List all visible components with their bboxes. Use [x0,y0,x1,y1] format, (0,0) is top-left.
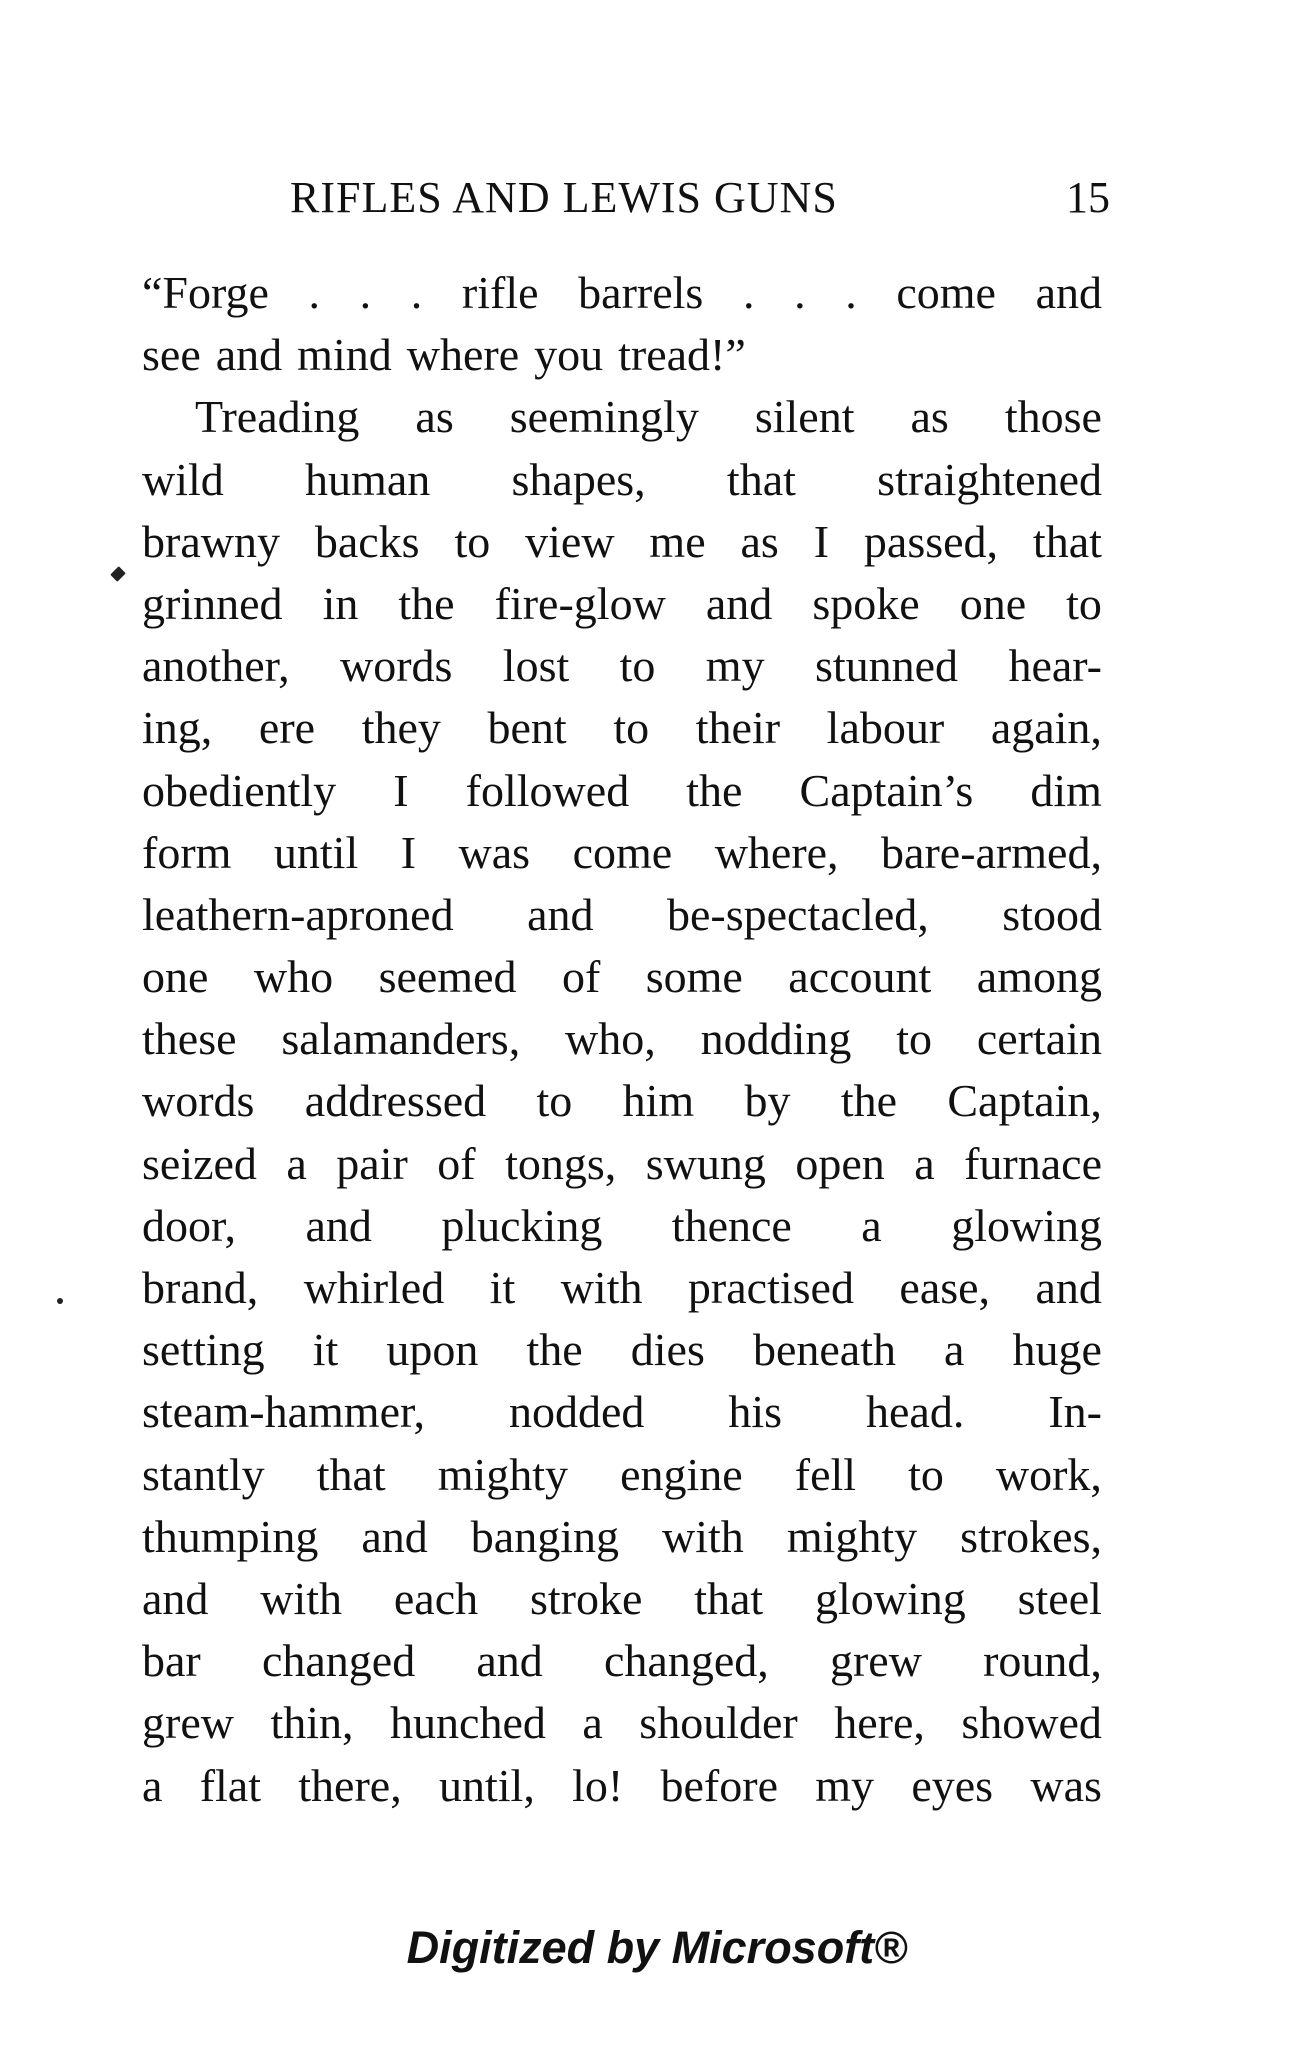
word: swung [645,1137,766,1189]
word: these [142,1013,237,1065]
word: dies [630,1324,705,1376]
word: hunched [390,1697,546,1749]
word: salamanders, [281,1013,521,1065]
text-line [142,1755,1102,1817]
word: one [142,951,209,1003]
word: a [914,1137,935,1189]
word: barrels [578,267,704,318]
digitization-watermark: Digitized by Microsoft® [406,1922,908,1973]
word: their [695,702,781,754]
word: those [1004,391,1102,443]
word: my [705,640,765,692]
word: come [896,267,996,318]
word: with [260,1572,343,1624]
word: open [795,1137,885,1189]
text-line [142,1008,1102,1070]
word: it [489,1262,516,1313]
word: setting [142,1324,265,1376]
word: words [339,640,453,692]
word: strokes, [960,1510,1102,1562]
word: stroke [529,1572,643,1624]
word: obediently [142,764,337,816]
word: whirled [303,1262,445,1313]
text-line [142,1195,1102,1257]
word: and [476,1635,543,1687]
word: ease, [899,1262,991,1313]
text-line [142,1133,1102,1195]
word: it [312,1324,339,1376]
word: as [910,391,949,443]
word: mighty [437,1448,569,1500]
word: the [398,577,455,629]
word: stantly [142,1448,265,1500]
word: . [742,267,755,318]
text-line [142,1257,1102,1319]
word: and [527,888,594,940]
word: . [359,267,372,318]
word: seemingly [509,391,699,443]
word: ere [258,702,316,754]
word: plucking [441,1199,603,1251]
word: steel [1017,1572,1102,1624]
word: upon [386,1324,479,1376]
word: engine [620,1448,743,1500]
word: showed [961,1697,1102,1749]
word: words [142,1075,255,1127]
word: head. [866,1386,965,1438]
word: thin, [270,1697,354,1749]
word: one [959,577,1027,629]
word: a [582,1697,603,1749]
word: lost [502,640,570,692]
word: who, [565,1013,656,1065]
word: again, [990,702,1102,754]
word: that [694,1572,764,1624]
word: a [286,1137,307,1189]
word: beneath [752,1324,896,1376]
text-line [142,1630,1102,1692]
word: where [406,329,520,381]
word: and [705,577,773,629]
word: as [740,515,779,567]
word: dim [1030,764,1102,816]
word: account [788,951,932,1003]
word: tread!” [618,329,746,381]
word: another, [142,640,290,692]
page-number: 15 [1066,173,1110,222]
word: and [1035,1262,1102,1313]
word: with [560,1262,643,1313]
word: a [944,1324,965,1376]
word: me [649,515,706,567]
word: a [861,1199,882,1251]
word: bare-armed, [881,826,1102,878]
text-line [142,324,1102,386]
word: grew [142,1697,234,1749]
word: huge [1012,1324,1102,1376]
word: certain [976,1013,1102,1065]
word: . [845,267,857,318]
word: bar [142,1635,201,1687]
word: who [253,951,334,1003]
word: among [976,951,1102,1003]
text-line [142,262,1102,324]
word: work, [995,1448,1102,1500]
word: ing, [142,702,213,754]
text-line [142,573,1102,635]
word: to [613,702,650,754]
word: passed, [863,515,999,567]
word: him [622,1075,695,1127]
word: tongs, [505,1137,617,1189]
word: until, [439,1759,535,1811]
word: a [142,1759,163,1811]
word: brand, [142,1262,259,1313]
word: wild [142,453,224,505]
text-line [142,1506,1102,1568]
margin-ink-mark [110,566,126,582]
word: here, [834,1697,925,1749]
word: fell [794,1448,857,1500]
word: . [308,267,321,318]
word: grinned [142,577,283,629]
running-title: RIFLES AND LEWIS GUNS [290,173,838,222]
text-line [142,1319,1102,1381]
text-line [142,697,1102,759]
running-head [290,168,1110,228]
word: grew [829,1635,922,1687]
word: they [361,702,441,754]
word: straightened [877,453,1102,505]
word: as [415,391,454,443]
word: glowing [951,1199,1102,1251]
word: see [142,329,201,381]
text-line [142,1070,1102,1132]
word: that [316,1448,386,1500]
word: of [561,951,601,1003]
word: and [361,1510,428,1562]
word: to [619,640,656,692]
word: to [908,1448,944,1500]
word: and [215,329,283,381]
text-line [142,511,1102,573]
word: view [525,515,615,567]
word: leathern-aproned [142,888,454,940]
word: I [393,764,409,816]
word: to [896,1013,932,1065]
word: stood [1002,888,1102,940]
word: glowing [815,1572,966,1624]
word: and [1035,267,1102,318]
word: was [458,826,531,878]
word: practised [687,1262,854,1313]
word: nodding [700,1013,852,1065]
word: be-spectacled, [667,888,929,940]
word: . [794,267,806,318]
word: thumping [142,1510,319,1562]
word: fire-glow [494,577,666,629]
word: to [1066,577,1102,629]
word: “Forge [142,267,269,318]
word: and [142,1572,209,1624]
word: flat [199,1759,261,1811]
word: to [454,515,491,567]
word: Captain, [947,1075,1102,1127]
word: banging [470,1510,619,1562]
word: that [1032,515,1102,567]
word: backs [314,515,420,567]
word: some [645,951,743,1003]
word: In- [1048,1386,1102,1438]
word: stunned [814,640,959,692]
word: until [273,826,359,878]
word: Treading [195,391,360,443]
word: where, [714,826,839,878]
word: in [322,577,359,629]
word: come [572,826,673,878]
word: by [744,1075,791,1127]
word: furnace [964,1137,1102,1189]
word: there, [298,1759,402,1811]
word: that [726,453,796,505]
text-line [142,386,1102,448]
word: the [840,1075,898,1127]
word: you [534,329,604,381]
text-line [142,822,1102,884]
word: eyes [911,1759,994,1811]
word: to [536,1075,573,1127]
word: of [437,1137,476,1189]
word: shoulder [639,1697,798,1749]
word: hear- [1008,640,1102,692]
word: brawny [142,515,280,567]
word: was [1030,1759,1102,1811]
word: before [660,1759,778,1811]
text-line [142,635,1102,697]
word: seemed [378,951,517,1003]
text-line [142,1444,1102,1506]
text-line [142,1568,1102,1630]
text-line [142,1692,1102,1754]
word: thence [671,1199,792,1251]
word: rifle [461,267,539,318]
word: with [662,1510,744,1562]
word: spoke [812,577,920,629]
word: changed [261,1635,416,1687]
text-line [142,760,1102,822]
word: mind [297,329,392,381]
word: my [815,1759,875,1811]
word: . [410,267,423,318]
word: labour [826,702,945,754]
word: the [526,1324,583,1376]
word: form [142,826,232,878]
margin-ink-dot [57,1298,63,1304]
word: steam-hammer, [142,1386,425,1438]
word: addressed [304,1075,487,1127]
word: changed, [604,1635,769,1687]
word: mighty [786,1510,918,1562]
word: the [686,764,743,816]
word: shapes, [511,453,646,505]
word: I [400,826,417,878]
text-line [142,946,1102,1008]
word: pair [336,1137,408,1189]
word: lo! [572,1759,624,1811]
word: silent [754,391,855,443]
word: each [393,1572,479,1624]
word: and [305,1199,372,1251]
word: seized [142,1137,257,1189]
text-line [142,1381,1102,1443]
word: door, [142,1199,236,1251]
word: bent [487,702,567,754]
text-line [142,449,1102,511]
word: human [305,453,431,505]
text-line [142,884,1102,946]
body-text [142,262,1102,1817]
word: Captain’s [799,764,974,816]
word: his [728,1386,783,1438]
word: round, [983,1635,1102,1687]
word: followed [465,764,630,816]
word: nodded [508,1386,645,1438]
word: I [813,515,830,567]
